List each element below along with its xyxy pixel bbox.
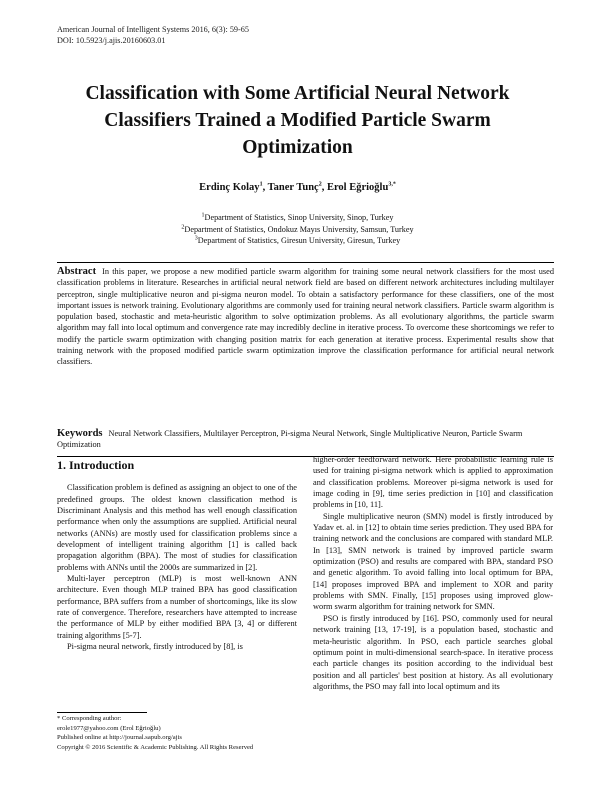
title-line-2: Classifiers Trained a Modified Particle Swarm [104,110,491,131]
affiliations [0,212,595,247]
author-3: Erol Eğrioğlu [326,182,389,193]
author-2-affil: 2 [318,181,322,188]
affiliation-2: $^2$Department of Statistics, Ondokuz Mayıs University, Samsun, Turkey [181,223,414,234]
abstract-label: Abstract [57,266,97,277]
keywords [57,428,554,451]
abstract-top-rule [57,262,554,263]
published-online-note: Published online at http://journal.sapub.org/ajis [57,734,182,741]
section-heading-introduction: 1. Introduction [57,458,135,472]
footnote-rule [57,712,147,713]
author-3-affil: 3,* [388,181,396,188]
corresponding-email: erole1977@yahoo.com (Erol Eğrioğlu) [57,724,161,732]
right-column [313,454,553,692]
author-1: Erdinç Kolay [199,182,260,193]
paragraph: Classification problem is defined as assigning an object to one of the predefined groups. The oldest known classification method is Discriminant Analysis and this method has well enough classification performance when only the assumptions are supplied. Artificial neural networks (ANNs) are mostly used for classification problems since a development of intelligent training algorithm [1] is called back propagation algorithm (BPA). The most of studies for classification problems with ANNs until the 2000s are summarized in [2]. [57,483,297,572]
left-column [57,460,297,653]
paragraph: PSO is firstly introduced by [16]. PSO, commonly used for neural network training [13, 17-19], is a population based, stochastic and meta-heuristic algorithm. In PSO, each particle searches global optimum point in multi-dimensional search-space. In iterative process each particle changes its position according to the individual best position and all particles' best position at history. As all evolutionary algorithms, the PSO may fall into local optimum and its [313,613,553,691]
title-line-3: Optimization [242,137,353,158]
journal-header [57,24,249,46]
abstract-text: In this paper, we propose a new modified particle swarm algorithm for training some neural network classifiers for the most used classification problems in literature. Researches in artificial neural network field are based on different network architectures including multilayer perceptron, single multiplicative neuron and pi-sigma neuron model. To obtain a satisfactory performance for these classifiers, one of the most important issues is network training. Evolutionary algorithms are commonly used for training neural network classifiers. Particle swarm algorithm is population based, stochastic and meta-heuristic algorithm to solve optimization problems. As all evolutionary algorithms, the particle swarm algorithm may fall into local optimum and convergence rate may incredibly decline in iterative process. To overcome these shortcomings we refer to modify the particle swarm optimization with changing position matrix for each generation at iterative process. Experimental results show that training network with the proposed modified particle swarm optimization improve the classification performance for artificial neural network classifiers. [57,267,554,367]
keywords-label: Keywords [57,428,103,439]
copyright-note: Copyright © 2016 Scientific & Academic Publishing. All Rights Reserved [57,743,254,751]
author-2: Taner Tunç [267,182,319,193]
footnotes [57,714,253,752]
author-1-affil: 1 [259,181,263,188]
paragraph: higher-order feedforward network. Here probabilistic learning rule is used for training pi-sigma network which is applied to approximation and classification problems. Moreover pi-sigma network is used for image coding in [9], time series prediction in [10] and classification problems in [10, 11]. [313,455,553,510]
doi-line: DOI: 10.5923/j.ajis.20160603.01 [57,36,166,45]
keywords-text: Neural Network Classifiers, Multilayer Perceptron, Pi-sigma Neural Network, Single Multiplicative Neuron, Particle Swarm Optimization [57,429,523,450]
paragraph: Single multiplicative neuron (SMN) model is firstly introduced by Yadav et. al. in [12] to obtain time series prediction. They used BPA for training network and the conclusions are compared with standard MLP. In [13], SMN network is trained by improved particle swarm optimization (PSO) and results are compared with BPA, standard PSO and genetic algorithm. To avoid falling into local optimum for BPA, [14] proposes improved BPA and implement to XOR and parity problems with SMN. Finally, [15] proposes using improved glow-worm swarm algorithm for training network for SMN. [313,511,553,612]
corresponding-author-note: * Corresponding author: [57,715,122,722]
title-line-1: Classification with Some Artificial Neural Network [85,83,510,104]
affiliation-1: $^1$Department of Statistics, Sinop University, Sinop, Turkey [201,212,394,222]
paragraph: Multi-layer perceptron (MLP) is most well-known ANN architecture. Even though MLP trained BPA has good classification performance, BPA suffers from a number of shortcomings, like its slow rate of convergence. Therefore, researchers have attempted to increase the performance of MLP by either modified BPA [3, 4] or different training algorithms [5-7]. [57,574,297,640]
affiliation-3: $^3$Department of Statistics, Giresun University, Giresun, Turkey [194,235,401,245]
journal-citation: American Journal of Intelligent Systems 2016, 6(3): 59-65 [57,25,249,34]
paragraph: Pi-sigma neural network, firstly introduced by [8], is [67,642,243,652]
paper-title [40,80,555,161]
abstract [57,266,554,368]
author-list: Erdinç Kolay$^1$, Taner Tunç$^2$, Erol Eğrioğlu$^{3,*}$ [199,181,396,193]
